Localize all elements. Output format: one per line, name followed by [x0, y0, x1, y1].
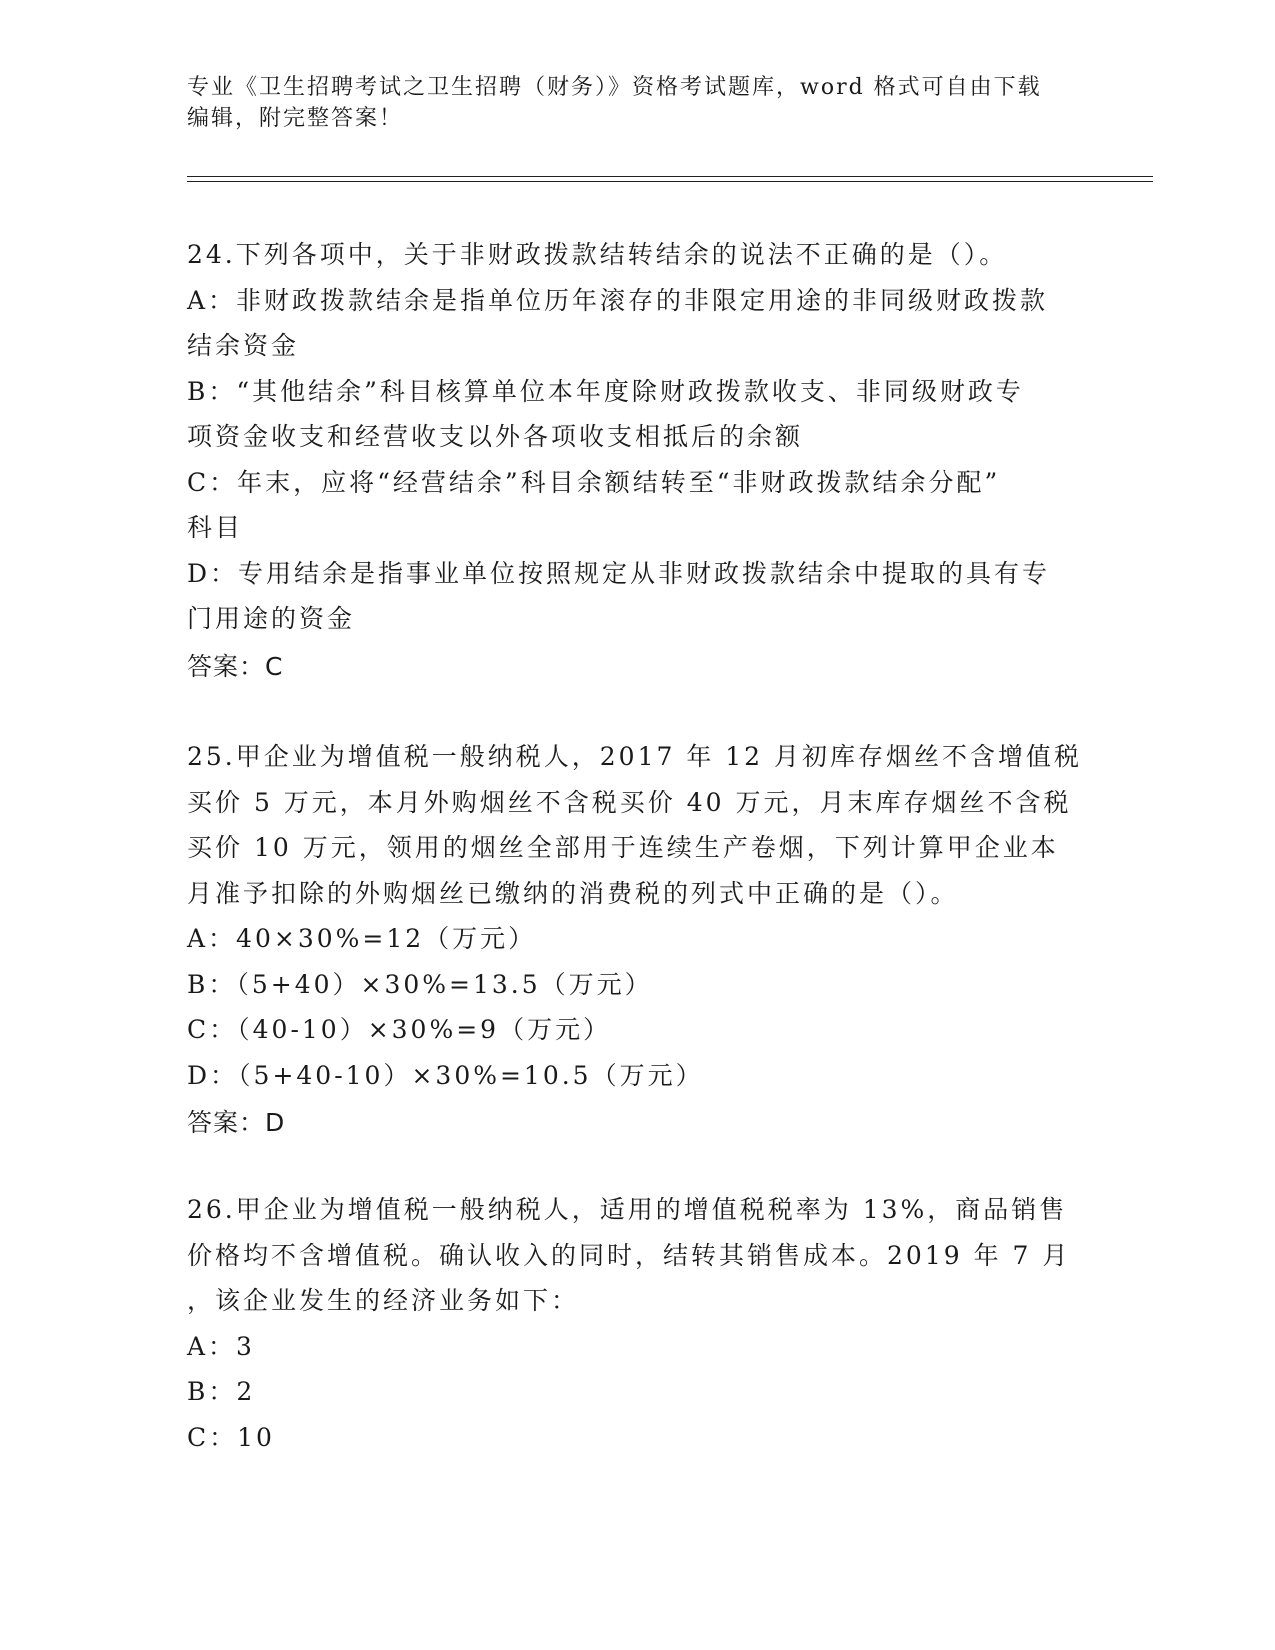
header-divider-top	[187, 176, 1153, 177]
question-stem-line: 24.下列各项中，关于非财政拨款结转结余的说法不正确的是（）。	[187, 240, 1008, 269]
question-stem-line: 价格均不含增值税。确认收入的同时，结转其销售成本。2019 年 7 月	[187, 1240, 1071, 1270]
option-b: B：“其他结余”科目核算单位本年度除财政拨款收支、非同级财政专	[187, 376, 1024, 406]
answer-label: 答案：C	[187, 651, 284, 681]
header-line-2: 编辑，附完整答案！	[187, 106, 404, 131]
document-header	[187, 72, 1067, 134]
option-b: B：（5+40）×30%=13.5（万元）	[187, 969, 653, 999]
option-c: C：年末，应将“经营结余”科目余额结转至“非财政拨款结余分配”	[187, 467, 1001, 497]
question-25	[187, 734, 1083, 1146]
question-stem-line: 26.甲企业为增值税一般纳税人，适用的增值税税率为 13%，商品销售	[187, 1195, 1068, 1224]
option-a: A：3	[187, 1331, 255, 1361]
question-stem-line: ，该企业发生的经济业务如下：	[187, 1286, 580, 1315]
option-d: D：（5+40-10）×30%=10.5（万元）	[187, 1060, 704, 1090]
answer-label: 答案：D	[187, 1108, 286, 1137]
question-26	[187, 1187, 1071, 1460]
question-24	[187, 232, 1067, 689]
header-line-1: 专业《卫生招聘考试之卫生招聘（财务）》资格考试题库，word 格式可自由下载	[187, 75, 1042, 100]
option-a: A：非财政拨款结余是指单位历年滚存的非限定用途的非同级财政拨款	[187, 285, 1049, 315]
question-stem-line: 25.甲企业为增值税一般纳税人，2017 年 12 月初库存烟丝不含增值税	[187, 742, 1083, 771]
option-d: D：专用结余是指事业单位按照规定从非财政拨款结余中提取的具有专	[187, 558, 1051, 588]
option-b: B：2	[187, 1377, 256, 1406]
option-c: C：（40-10）×30%=9（万元）	[187, 1015, 612, 1044]
question-stem-line: 月准予扣除的外购烟丝已缴纳的消费税的列式中正确的是（）。	[187, 878, 959, 908]
option-c-continued: 科目	[187, 513, 244, 542]
header-divider-bottom	[187, 181, 1153, 182]
question-stem-line: 买价 10 万元，领用的烟丝全部用于连续生产卷烟，下列计算甲企业本	[187, 833, 1059, 862]
option-d-continued: 门用途的资金	[187, 604, 356, 633]
option-c: C：10	[187, 1422, 275, 1452]
option-b-continued: 项资金收支和经营收支以外各项收支相抵后的余额	[187, 422, 804, 451]
option-a-continued: 结余资金	[187, 331, 300, 360]
question-stem-line: 买价 5 万元，本月外购烟丝不含税买价 40 万元，月末库存烟丝不含税	[187, 787, 1072, 817]
option-a: A：40×30%=12（万元）	[187, 924, 537, 953]
